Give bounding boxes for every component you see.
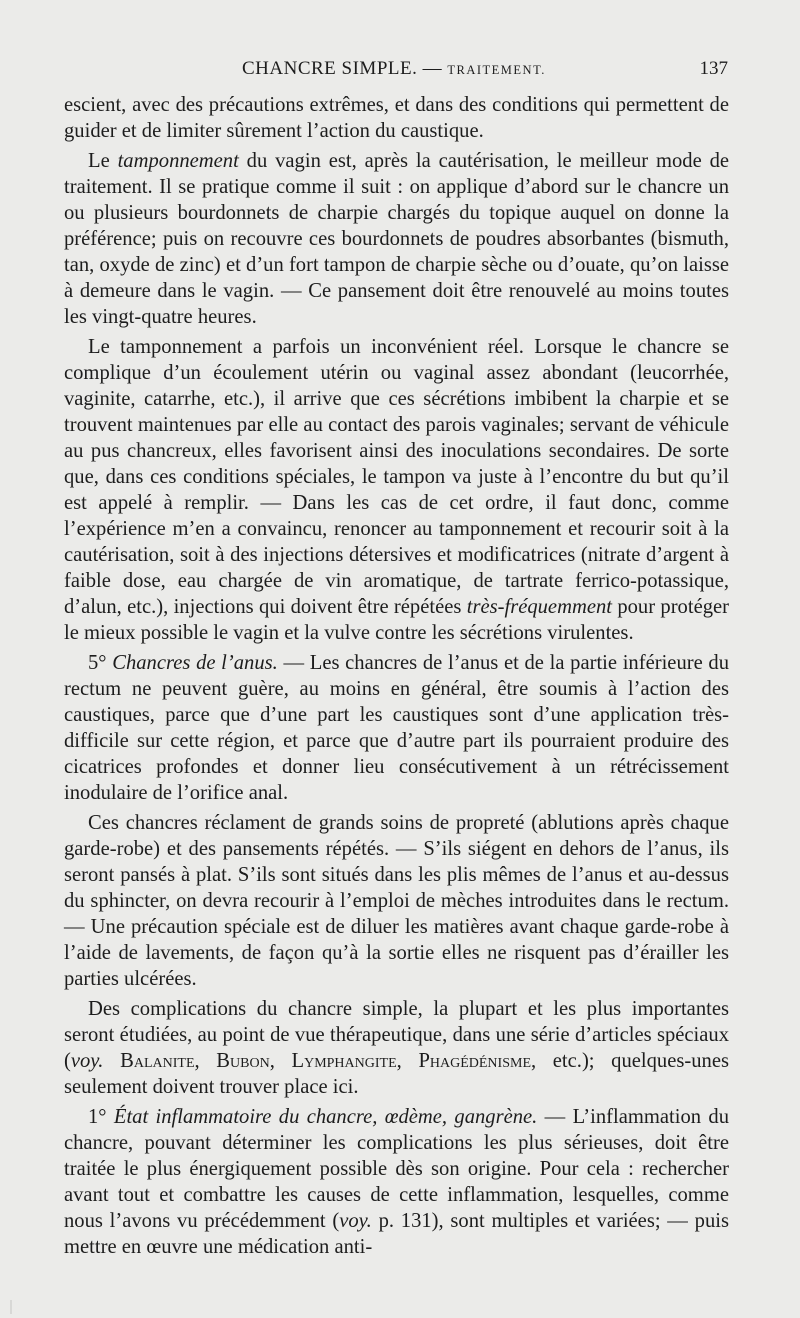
italic-term: très-fréquemment	[466, 596, 612, 618]
page-header	[62, 58, 728, 84]
cross-ref: Bubon	[216, 1050, 270, 1072]
paragraph-inconvenient	[64, 334, 729, 646]
cross-ref: Phagédénisme	[418, 1050, 531, 1072]
header-dash: —	[417, 58, 448, 79]
scan-edge-mark	[10, 1300, 12, 1314]
text-run: , etc.); quelques-unes seulement doivent trouver place ici.	[64, 1050, 729, 1098]
text-run: Le	[88, 150, 118, 172]
text-run: — L’inflammation du chancre, pouvant déterminer les complications les plus sérieuses, doit être traitée le plus énergiquement possible dès son origine. Pour cela : rechercher avant tout et combattre les causes de cette inflammation, lesquelles, comme nous l’avons vu précédemment (	[64, 1106, 729, 1232]
running-title: CHANCRE SIMPLE.	[242, 58, 418, 79]
text-run: du vagin est, après la cautérisation, le meilleur mode de traitement. Il se pratique comme il suit : on applique d’abord sur le chancre un ou plusieurs bourdonnets de charpie chargés du topique auquel on donne la préférence; puis on recouvre ces bourdonnets de poudres absorbantes (bismuth, tan, oxyde de zinc) et d’un fort tampon de charpie sèche ou d’ouate, qu’on laisse à demeure dans le vagin. — Ce pansement doit être renouvelé au moins toutes les vingt-quatre heures.	[64, 150, 730, 328]
text-run	[103, 1050, 120, 1072]
text-run: — Les chancres de l’anus et de la partie inférieure du rectum ne peuvent guère, au moins en général, être soumis à l’action des caustiques, parce que d’une part les caustiques sont d’une application très-difficile sur cette région, et parce que d’autre part ils pourraient produire des cicatrices profondes et donner lieu consécutivement à un rétrécissement inodulaire de l’orifice anal.	[64, 652, 730, 804]
text-run: Des complications du chancre simple, la plupart et les plus importantes seront étudiées, au point de vue thérapeutique, dans une série d’articles spéciaux (	[64, 998, 729, 1072]
text-run: Le tamponnement a parfois un inconvénient réel. Lorsque le chancre se complique d’un écoulement utérin ou vaginal assez abondant (leucorrhée, vaginite, catarrhe, etc.), il arrive que ces sécrétions imbibent la charpie et se trouvent maintenues par elle au contact des parois vaginales; servant de véhicule au pus chancreux, elles favorisent ainsi des inoculations secondaires. De sorte que, dans ces conditions spéciales, le tampon va juste à l’encontre du but qu’il est appelé à remplir. — Dans les cas de cet ordre, il faut donc, comme l’expérience m’en a convaincu, renoncer au tamponnement et recourir soit à la cautérisation, soit à des injections détersives et modificatrices (nitrate d’argent à faible dose, eau chargée de vin aromatique, de tartrate ferrico-potassique, d’alun, etc.), injections qui doivent être répétées	[64, 336, 729, 618]
paragraph-continuation: escient, avec des précautions extrêmes, et dans des conditions qui permettent de guider et de limiter sûrement l’action du caustique.	[64, 94, 729, 142]
paragraph-tamponnement	[64, 148, 729, 330]
cross-ref: Lymphangite	[291, 1050, 397, 1072]
section-heading: État inflammatoire du chancre, œdème, gangrène.	[113, 1106, 538, 1128]
italic-ref: voy.	[339, 1210, 372, 1232]
page-number: 137	[699, 58, 728, 79]
text-run: p. 131), sont multiples et variées; — puis mettre en œuvre une médication anti-	[64, 1210, 729, 1258]
text-run: ,	[396, 1050, 419, 1072]
paragraph-chancres-anus	[64, 650, 729, 806]
text-run: ,	[194, 1050, 217, 1072]
paragraph-soins: Ces chancres réclament de grands soins de propreté (ablutions après chaque garde-robe) et des pansements répétés. — S’ils siégent en dehors de l’anus, ils seront pansés à plat. S’ils sont situés dans les plis mêmes de l’anus et au-dessus du sphincter, on devra recourir à l’emploi de mèches introduites dans le rectum. — Une précaution spéciale est de diluer les matières avant chaque garde-robe à l’aide de lavements, de façon qu’à la sortie elles ne risquent pas d’érailler les parties ulcérées.	[64, 812, 729, 990]
italic-ref: voy.	[70, 1050, 104, 1072]
cross-ref: Balanite	[120, 1050, 195, 1072]
section-number: 5°	[88, 652, 113, 674]
page-body	[64, 92, 729, 1264]
running-head	[242, 58, 546, 80]
text-run: pour protéger le mieux possible le vagin et la vulve contre les sécrétions virulentes.	[64, 596, 730, 644]
text-run: ,	[269, 1050, 292, 1072]
paragraph-complications	[64, 996, 729, 1100]
section-title: TRAITEMENT.	[447, 63, 546, 77]
section-number: 1°	[88, 1106, 114, 1128]
section-heading: Chancres de l’anus.	[112, 652, 278, 674]
italic-term: tamponnement	[117, 150, 239, 172]
paragraph-inflammation	[64, 1104, 729, 1260]
